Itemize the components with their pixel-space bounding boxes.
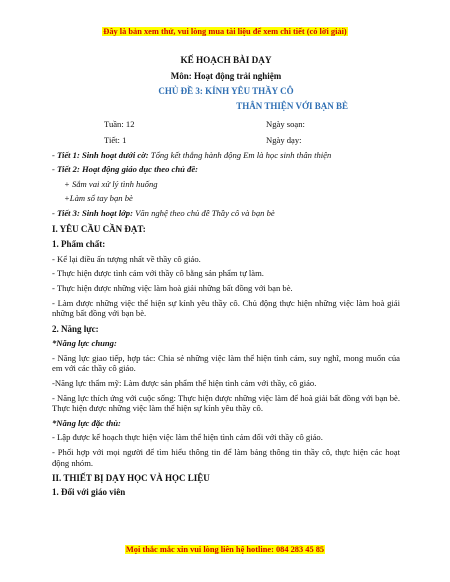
info-row-week — [52, 119, 400, 130]
period-3: - Tiết 3: Sinh hoạt lớp: Văn nghệ theo chủ đề Thầy cô và bạn bè — [52, 207, 275, 218]
general-competence-item: -Năng lực thẩm mỹ: Làm được sản phẩm thể hiện tình cảm với thầy, cô giáo. — [52, 378, 317, 389]
period-2-item-2: +Làm sổ tay bạn bè — [64, 193, 133, 204]
general-competence-item: - Năng lực thích ứng với cuộc sống: Thực hiện được những việc làm để hoà giải bất đồng với bạn bè. Thực hiện được những việc làm thể hiện sự kính yêu thầy cô. — [52, 392, 400, 414]
quality-item: - Làm được những việc thể hiện sự kính yêu thầy cô. Chủ động thực hiện những việc làm hoà giải những bất đồng với bạn bè. — [52, 297, 400, 319]
hotline-banner: Mọi thắc mắc xin vui lòng liên hệ hotline: 084 283 45 85 — [125, 545, 325, 554]
period-2: - Tiết 2: Hoạt động giáo dục theo chủ đề: — [52, 164, 199, 175]
qualities-heading: 1. Phẩm chất: — [52, 239, 106, 250]
prep-date-label: Ngày soạn: — [266, 119, 305, 130]
competence-heading: 2. Năng lực: — [52, 323, 99, 334]
week-label: Tuần: 12 — [104, 119, 135, 130]
period-1: - Tiết 1: Sinh hoạt dưới cờ: Tổng kết thắng hành động Em là học sinh thân thiện — [52, 149, 332, 160]
section-1-heading: I. YÊU CẦU CẦN ĐẠT: — [52, 223, 146, 234]
specific-competence-heading: *Năng lực đặc thù: — [52, 417, 121, 428]
preview-notice-banner: Đây là bản xem thử, vui lòng mua tài liệu để xem chi tiết (có lời giải) — [103, 27, 347, 36]
lesson-label: Tiết: 1 — [104, 134, 127, 145]
teach-date-label: Ngày dạy: — [266, 134, 302, 145]
specific-competence-item: - Lập được kế hoạch thực hiện việc làm thể hiện tình cảm đối với thầy cô giáo. — [52, 432, 323, 443]
lesson-plan-page — [52, 50, 400, 497]
general-competence-heading: *Năng lực chung: — [52, 338, 117, 349]
topic-line-1: CHỦ ĐỀ 3: KÍNH YÊU THẦY CÔ — [158, 86, 294, 97]
section-2-heading: II. THIẾT BỊ DẠY HỌC VÀ HỌC LIỆU — [52, 473, 210, 484]
quality-item: - Thực hiện được những việc làm hoà giải những bất đồng với bạn bè. — [52, 282, 293, 293]
topic-line-2: THÂN THIỆN VỚI BẠN BÈ — [236, 100, 348, 111]
info-row-lesson — [52, 135, 400, 146]
specific-competence-item: - Phối hợp với mọi người để tìm hiểu thông tin để làm bảng thông tin thầy cô, thực hiện các hoạt động nhóm. — [52, 447, 400, 468]
plan-title: KẾ HOẠCH BÀI DẠY — [180, 55, 272, 65]
quality-item: - Kể lại điều ấn tượng nhất về thầy cô giáo. — [52, 253, 201, 264]
period-2-item-1: + Sắm vai xử lý tình huống — [64, 178, 158, 189]
quality-item: - Thực hiện được tình cảm với thầy cô bằng sản phẩm tự làm. — [52, 268, 264, 279]
subject-line: Môn: Hoạt động trải nghiệm — [170, 70, 282, 81]
teacher-resources-heading: 1. Đối với giáo viên — [52, 486, 126, 497]
general-competence-item: - Năng lực giao tiếp, hợp tác: Chia sẻ những việc làm thể hiện tình cảm, suy nghĩ, mong muốn của em với các thầy cô giáo. — [52, 352, 400, 374]
